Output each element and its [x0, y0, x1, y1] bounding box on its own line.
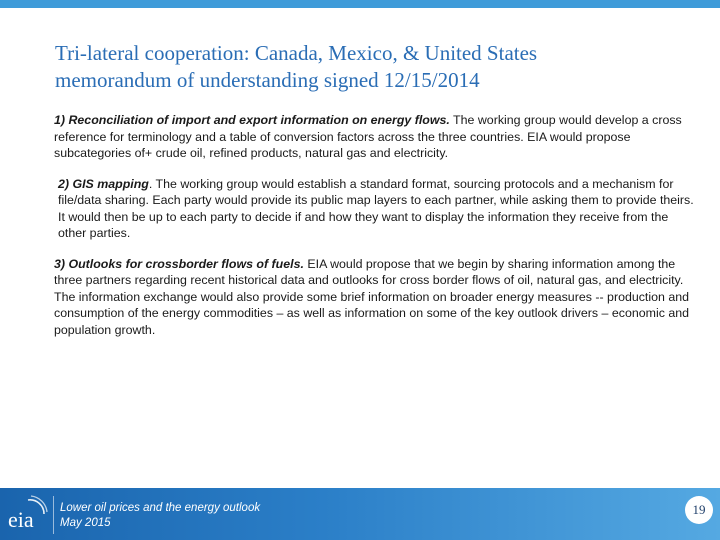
item-text: EIA would propose that we begin by sharing information among the three partners regarding recent historical data and outlooks for cross border flows of oil, natural gas, and electricity. The information exchange would also provide some brief information on broader energy measures -- production and consumption of the energy commodities – as well as information on some of the key outlook drivers – economic and population growth. [54, 256, 690, 337]
item-heading: 2) GIS mapping [58, 176, 149, 191]
title-line-2: memorandum of understanding signed 12/15/2014 [55, 68, 480, 92]
item-text: The working group would develop a cross reference for terminology and a table of conversion factors across the three countries. EIA would propose subcategories of+ crude oil, refined products, natural gas and electricity. [54, 113, 682, 160]
page-number: 19 [685, 496, 713, 524]
footer-divider [53, 496, 54, 534]
title-line-1: Tri-lateral cooperation: Canada, Mexico, & United States [55, 41, 538, 65]
footer-title: Lower oil prices and the energy outlook [60, 502, 261, 514]
top-accent-bar [0, 0, 720, 8]
slide-body [54, 112, 694, 352]
item-text: . The working group would establish a standard format, sourcing protocols and a mechanism for file/data sharing. Each party would provide its public map layers to each partner, while asking them to provide theirs. It would then be up to each party to decide if and how they want to display the information they receive from the other parties. [58, 176, 694, 240]
footer-date: May 2015 [60, 517, 111, 529]
item-outlooks [54, 256, 694, 339]
footer-caption [60, 501, 260, 531]
footer-bar [0, 488, 720, 540]
item-gis-mapping [54, 176, 694, 242]
item-heading: 1) Reconciliation of import and export information on energy flows. [54, 113, 450, 127]
item-reconciliation [54, 112, 694, 162]
logo-text: eia [8, 507, 34, 532]
eia-logo [6, 494, 48, 534]
item-heading: 3) Outlooks for crossborder flows of fuels. [54, 256, 304, 271]
slide-title [55, 40, 675, 94]
